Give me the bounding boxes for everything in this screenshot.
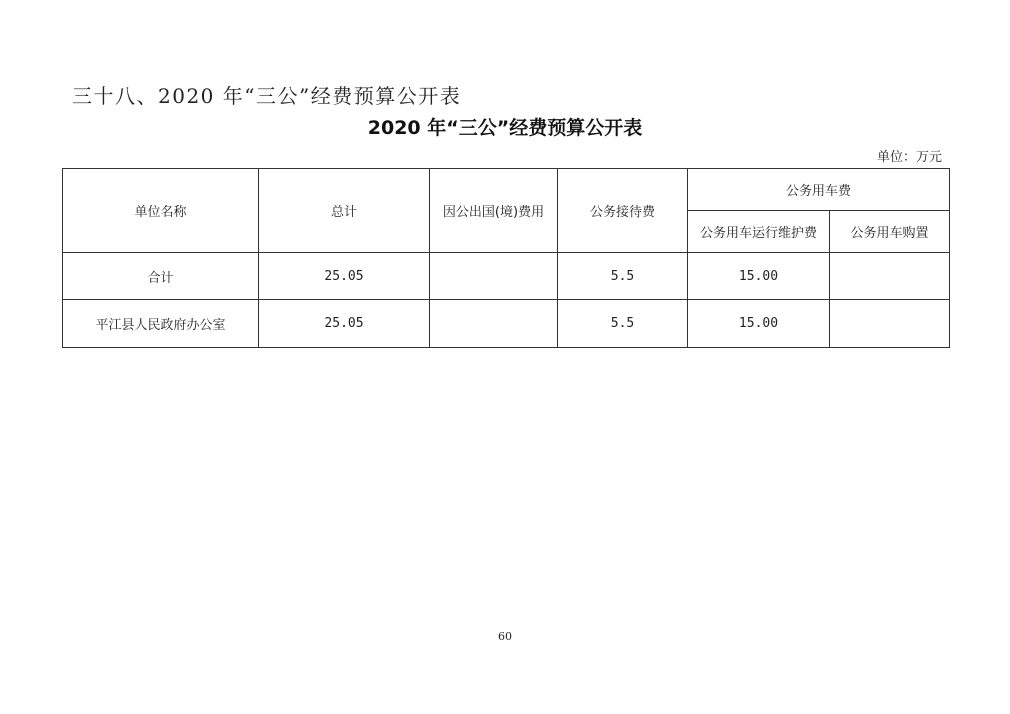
header-vehicle-expenses: 公务用车费 (688, 169, 950, 211)
budget-table (62, 168, 950, 348)
cell-vehicle-purchase (830, 253, 950, 300)
table-title: 2020 年“三公”经费预算公开表 (367, 117, 643, 139)
cell-reception: 5.5 (558, 300, 688, 348)
table-row (63, 300, 950, 348)
cell-reception: 5.5 (558, 253, 688, 300)
table-row (63, 253, 950, 300)
header-total: 总计 (259, 169, 430, 253)
header-unit-name: 单位名称 (63, 169, 259, 253)
header-row (63, 169, 950, 211)
cell-vehicle-maintenance: 15.00 (688, 300, 830, 348)
unit-note: 单位：万元 (876, 150, 942, 165)
cell-unit-name: 平江县人民政府办公室 (63, 300, 259, 348)
header-vehicle-maintenance: 公务用车运行维护费 (688, 211, 830, 253)
cell-overseas (430, 300, 558, 348)
cell-vehicle-purchase (830, 300, 950, 348)
cell-unit-name: 合计 (63, 253, 259, 300)
cell-total: 25.05 (259, 300, 430, 348)
header-reception-expenses: 公务接待费 (558, 169, 688, 253)
section-heading: 三十八、2020 年“三公”经费预算公开表 (72, 84, 462, 108)
cell-overseas (430, 253, 558, 300)
cell-vehicle-maintenance: 15.00 (688, 253, 830, 300)
header-overseas-expenses: 因公出国(境)费用 (430, 169, 558, 253)
cell-total: 25.05 (259, 253, 430, 300)
page-number: 60 (498, 630, 512, 643)
header-vehicle-purchase: 公务用车购置 (830, 211, 950, 253)
